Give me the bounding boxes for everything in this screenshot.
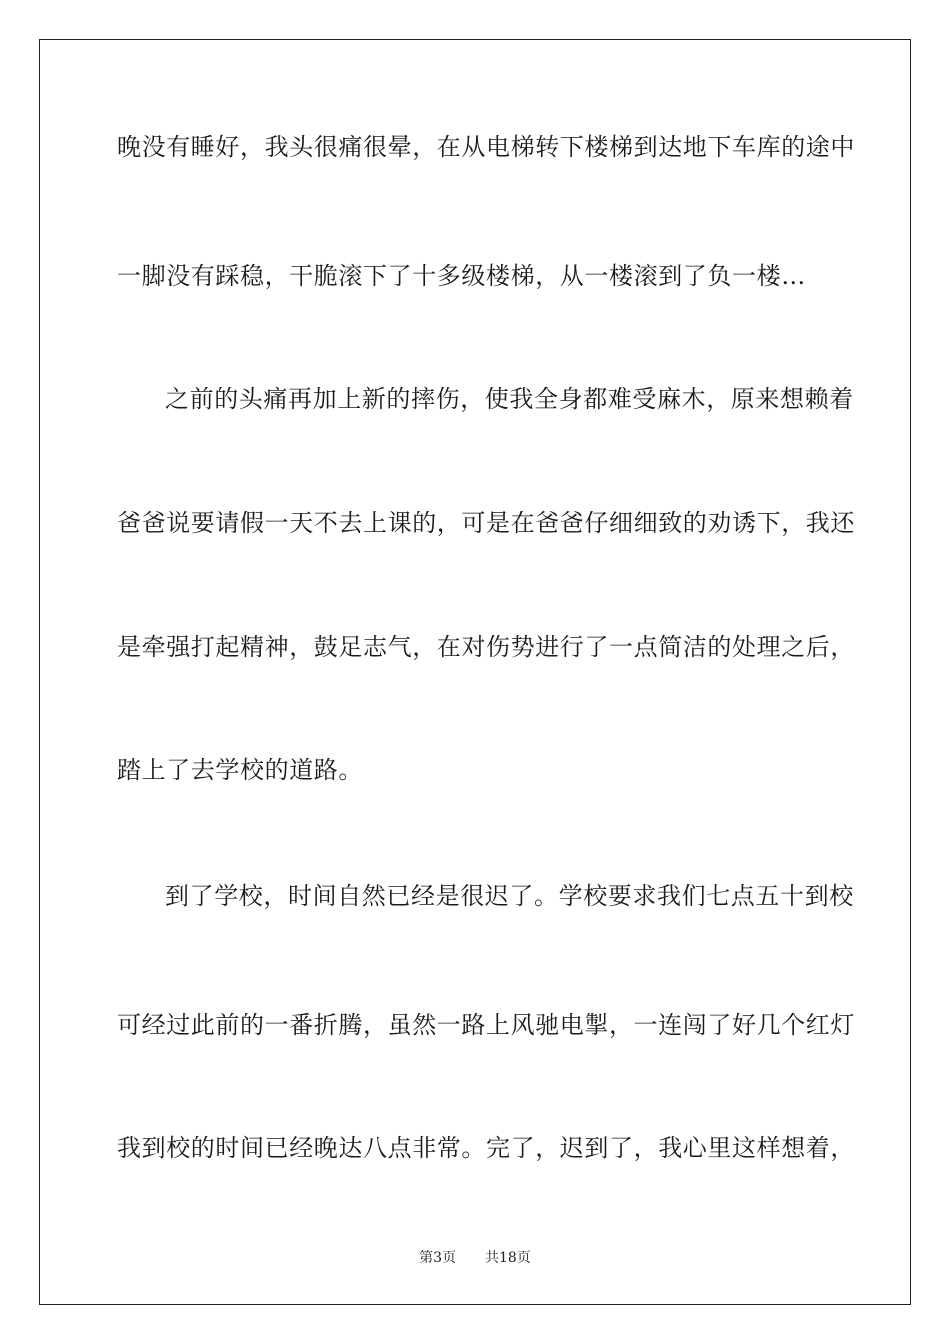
page-footer [0, 1247, 950, 1267]
page-border [39, 39, 911, 1305]
text-line-2: 一脚没有踩稳，干脆滚下了十多级楼梯，从一楼滚到了负一楼… [117, 262, 806, 290]
page-number: 第3页 [419, 1250, 457, 1266]
page-total: 共18页 [485, 1250, 531, 1266]
text-line-1: 晚没有睡好，我头很痛很晕，在从电梯转下楼梯到达地下车库的途中 [117, 133, 855, 161]
text-line-4: 爸爸说要请假一天不去上课的，可是在爸爸仔细细致的劝诱下，我还 [117, 509, 855, 537]
text-line-7-paragraph-start: 到了学校，时间自然已经是很迟了。学校要求我们七点五十到校 [165, 882, 854, 910]
text-line-3-paragraph-start: 之前的头痛再加上新的摔伤，使我全身都难受麻木，原来想赖着 [165, 385, 854, 413]
text-line-8: 可经过此前的一番折腾，虽然一路上风驰电掣，一连闯了好几个红灯 [117, 1011, 855, 1039]
text-line-6: 踏上了去学校的道路。 [117, 756, 363, 784]
text-line-9: 我到校的时间已经晚达八点非常。完了，迟到了，我心里这样想着， [117, 1134, 855, 1162]
text-line-5: 是牵强打起精神，鼓足志气，在对伤势进行了一点简洁的处理之后， [117, 633, 855, 661]
